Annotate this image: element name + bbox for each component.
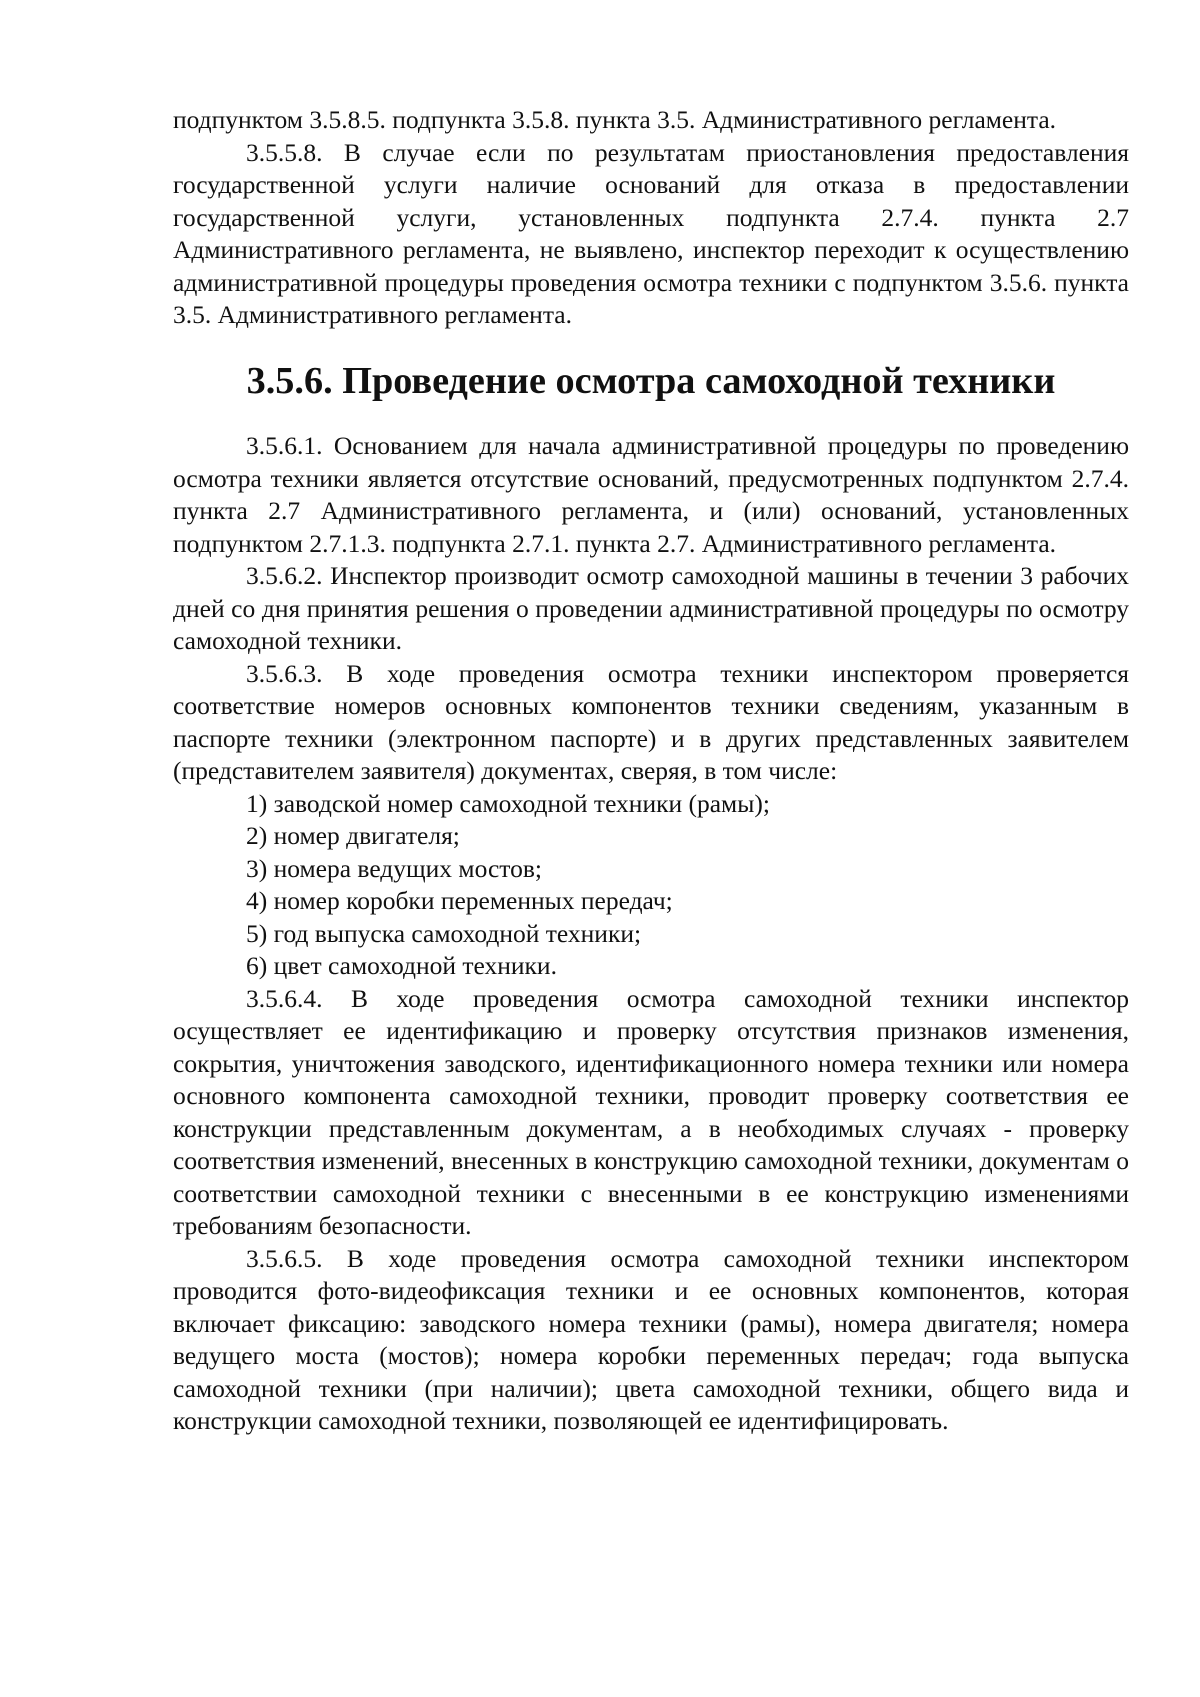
list-item: 3) номера ведущих мостов; [246,853,542,883]
continuation-paragraph: подпунктом 3.5.8.5. подпункта 3.5.8. пункта 3.5. Административного регламента. [173,105,1057,134]
paragraph-3-5-5-8: 3.5.5.8. В случае если по результатам приостановления предоставления государственной услуги наличие оснований для отказа в предоставлении государственной услуги, установленных подпункта 2.7.4. пункта 2.7 Административного регламента, не выявлено, инспектор переходит к осуществлению административной процедуры проведения осмотра техники с подпунктом 3.5.6. пункта 3.5. Административного регламента. [173,137,1129,329]
list-item: 4) номер коробки переменных передач; [246,886,673,915]
document-page [173,104,1129,1438]
paragraph-3-5-6-3: 3.5.6.3. В ходе проведения осмотра техники инспектором проверяется соответствие номеров основных компонентов техники сведениям, указанным в паспорте техники (электронном паспорте) и в других представленных заявителем (представителем заявителя) документах, сверяя, в том числе: [173,658,1129,785]
paragraph-3-5-6-1: 3.5.6.1. Основанием для начала административной процедуры по проведению осмотра техники является отсутствие оснований, предусмотренных подпунктом 2.7.4. пункта 2.7 Административного регламента, и (или) оснований, установленных подпунктом 2.7.1.3. подпункта 2.7.1. пункта 2.7. Административного регламента. [173,431,1129,558]
list-item: 5) год выпуска самоходной техники; [246,918,642,948]
spacer [173,397,1129,430]
paragraph-3-5-6-2: 3.5.6.2. Инспектор производит осмотр самоходной машины в течении 3 рабочих дней со дня принятия решения о проведении административной процедуры по осмотру самоходной техники. [173,561,1129,655]
section-heading: 3.5.6. Проведение осмотра самоходной техники [246,359,1056,402]
list-item: 1) заводской номер самоходной техники (рамы); [246,788,770,818]
checklist [173,788,1129,983]
list-item: 2) номер двигателя; [246,821,460,850]
paragraph-3-5-6-5: 3.5.6.5. В ходе проведения осмотра самоходной техники инспектором проводится фото-видеофиксация техники и ее основных компонентов, которая включает фиксацию: заводского номера техники (рамы), номера двигателя; номера ведущего моста (мостов); номера коробки переменных передач; года выпуска самоходной техники (при наличии); цвета самоходной техники, общего вида и конструкции самоходной техники, позволяющей ее идентифицировать. [173,1243,1129,1435]
paragraph-3-5-6-4: 3.5.6.4. В ходе проведения осмотра самоходной техники инспектор осуществляет ее идентификацию и проверку отсутствия признаков изменения, сокрытия, уничтожения заводского, идентификационного номера техники или номера основного компонента самоходной техники, проводит проверку соответствия ее конструкции представленным документам, а в необходимых случаях - проверку соответствия изменений, внесенных в конструкцию самоходной техники, документам о соответствии самоходной техники с внесенными в ее конструкцию изменениями требованиям безопасности. [173,983,1129,1240]
list-item: 6) цвет самоходной техники. [246,951,557,980]
